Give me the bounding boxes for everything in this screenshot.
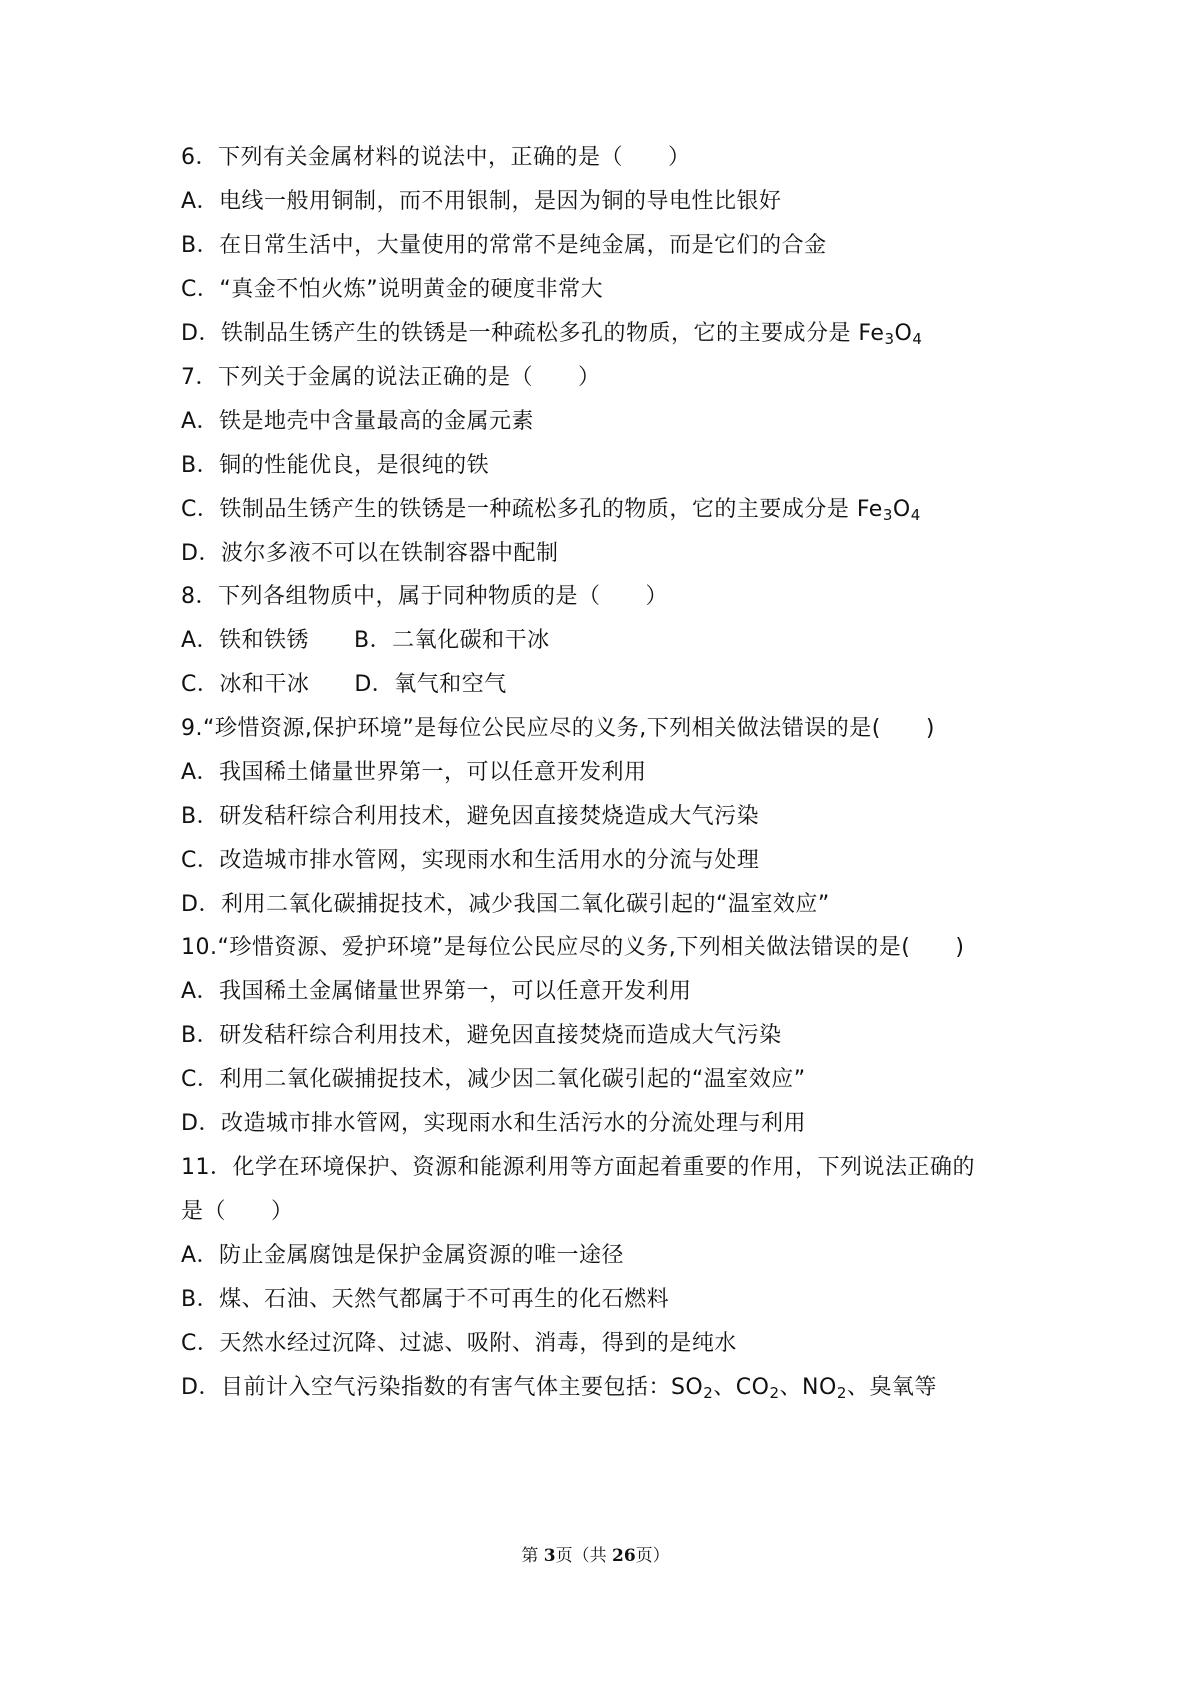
question-11-option-a: A．防止金属腐蚀是保护金属资源的唯一途径	[181, 1243, 625, 1268]
page-number: 3	[543, 1546, 556, 1566]
question-11-option-d: D．目前计入空气污染指数的有害气体主要包括：$SO_2$、$CO_2$、$NO_2$、臭氧等	[181, 1375, 937, 1402]
question-10-option-d: D．改造城市排水管网，实现雨水和生活污水的分流处理与利用	[181, 1111, 806, 1136]
question-11-option-c: C．天然水经过沉降、过滤、吸附、消毒，得到的是纯水	[181, 1331, 737, 1356]
question-10-stem: 10.“珍惜资源、爱护环境”是每位公民应尽的义务,下列相关做法错误的是( )	[181, 935, 965, 960]
question-7-option-d: D．波尔多液不可以在铁制容器中配制	[181, 541, 559, 566]
question-9-stem: 9.“珍惜资源,保护环境”是每位公民应尽的义务,下列相关做法错误的是( )	[181, 716, 935, 741]
question-11-stem: 11．化学在环境保护、资源和能源利用等方面起着重要的作用，下列说法正确的	[181, 1155, 975, 1180]
question-10-option-c: C．利用二氧化碳捕捉技术，减少因二氧化碳引起的“温室效应”	[181, 1067, 806, 1092]
question-7-option-c: C．铁制品生锈产生的铁锈是一种疏松多孔的物质，它的主要成分是 $Fe_3O_4$	[181, 497, 921, 524]
question-11-option-b: B．煤、石油、天然气都属于不可再生的化石燃料	[181, 1287, 670, 1312]
question-9-option-c: C．改造城市排水管网，实现雨水和生活用水的分流与处理	[181, 848, 760, 873]
question-8-options-ab: A．铁和铁锈 B．二氧化碳和干冰	[181, 628, 550, 653]
question-6-option-d: D．铁制品生锈产生的铁锈是一种疏松多孔的物质，它的主要成分是 $Fe_3O_4$	[181, 321, 923, 348]
question-7-option-a: A．铁是地壳中含量最高的金属元素	[181, 409, 535, 434]
question-6-option-a: A．电线一般用铜制，而不用银制，是因为铜的导电性比银好	[181, 189, 782, 214]
question-6-option-c: C．“真金不怕火炼”说明黄金的硬度非常大	[181, 277, 604, 302]
question-9-option-b: B．研发秸秆综合利用技术，避免因直接焚烧造成大气污染	[181, 804, 760, 829]
question-9-option-d: D．利用二氧化碳捕捉技术，减少我国二氧化碳引起的“温室效应”	[181, 892, 830, 917]
question-8-options-cd: C．冰和干冰 D．氧气和空气	[181, 672, 507, 697]
page-footer: 第 3页（共 26页）	[521, 1546, 670, 1566]
question-7-stem: 7．下列关于金属的说法正确的是（ ）	[181, 365, 601, 390]
question-6-option-b: B．在日常生活中，大量使用的常常不是纯金属，而是它们的合金	[181, 233, 827, 258]
page-total: 26	[611, 1546, 636, 1566]
question-10-option-a: A．我国稀土金属储量世界第一，可以任意开发利用	[181, 979, 692, 1004]
question-6-stem: 6．下列有关金属材料的说法中，正确的是（ ）	[181, 145, 691, 170]
question-11-stem-continued: 是（ ）	[181, 1199, 294, 1224]
question-9-option-a: A．我国稀土储量世界第一，可以任意开发利用	[181, 760, 647, 785]
question-7-option-b: B．铜的性能优良，是很纯的铁	[181, 453, 490, 478]
question-8-stem: 8．下列各组物质中，属于同种物质的是（ ）	[181, 584, 668, 609]
question-10-option-b: B．研发秸秆综合利用技术，避免因直接焚烧而造成大气污染	[181, 1023, 782, 1048]
